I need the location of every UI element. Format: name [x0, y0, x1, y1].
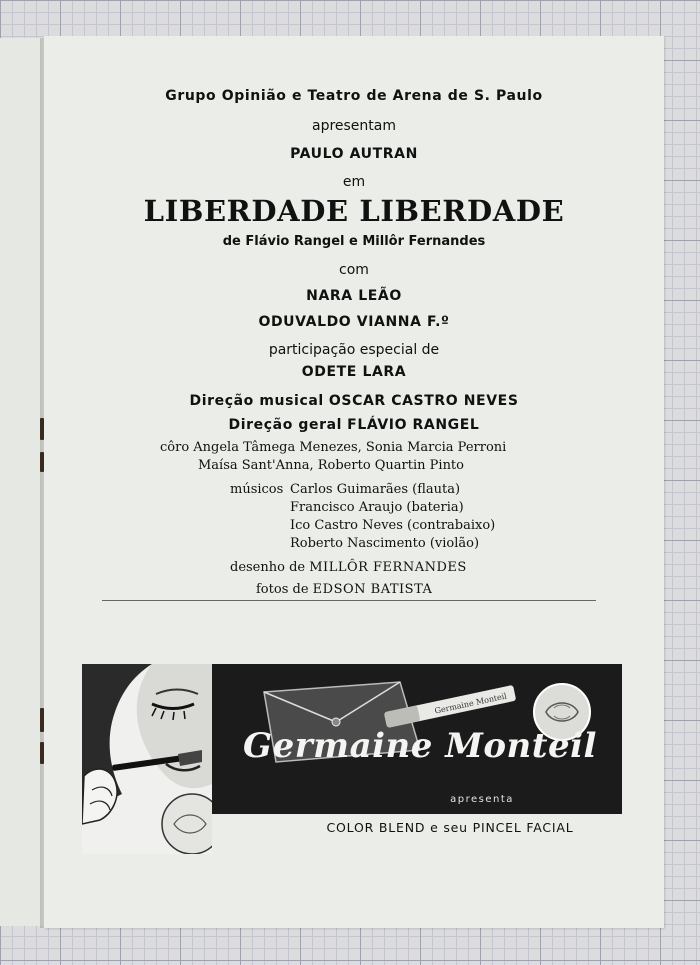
general-direction-label: Direção geral: [228, 417, 343, 433]
product-connector: e seu: [430, 820, 468, 835]
brand-wordmark: Germaine Monteil: [243, 726, 597, 766]
star-name: PAULO AUTRAN: [290, 146, 418, 162]
divider-rule: [102, 600, 596, 601]
woman-face-drawing: [82, 664, 212, 854]
photos-name: EDSON BATISTA: [312, 582, 433, 597]
general-direction: [44, 414, 664, 433]
drawing-credit: [230, 560, 467, 575]
pencil-brand-text: Germaine Monteil: [433, 691, 508, 716]
photos-credit: [256, 582, 432, 597]
product-pincel-facial: PINCEL FACIAL: [472, 820, 574, 835]
musician-flute: Carlos Guimarães (flauta): [290, 482, 461, 497]
musical-direction-label: Direção musical: [189, 393, 324, 409]
woman-illustration: [82, 664, 212, 854]
choir-line-1: côro Angela Tâmega Menezes, Sonia Marcia Perroni: [160, 440, 507, 455]
drawing-name: MILLÔR FERNANDES: [309, 560, 467, 575]
drawing-label: desenho de: [230, 560, 306, 575]
photos-label: fotos de: [256, 582, 309, 597]
program-page: [44, 36, 664, 928]
musician-guitar: Roberto Nascimento (violão): [290, 536, 480, 551]
com: com: [339, 262, 369, 278]
general-direction-name: FLÁVIO RANGEL: [347, 417, 480, 433]
product-line: [278, 820, 622, 835]
product-color-blend: COLOR BLEND: [326, 820, 426, 835]
cast-oduvaldo-vianna: ODUVALDO VIANNA F.º: [258, 314, 450, 330]
special-participation-label: participação especial de: [268, 342, 440, 358]
ad-apresenta: apresenta: [450, 794, 514, 805]
presenters: Grupo Opinião e Teatro de Arena de S. Paulo: [165, 88, 543, 104]
apresentam: apresentam: [311, 118, 396, 134]
cast-nara-leao: NARA LEÃO: [306, 288, 402, 304]
em: em: [342, 174, 366, 190]
previous-page-edge: [0, 38, 45, 926]
authors: de Flávio Rangel e Millôr Fernandes: [222, 234, 486, 249]
choir-line-2: Maísa Sant'Anna, Roberto Quartin Pinto: [198, 458, 464, 473]
musical-direction-name: OSCAR CASTRO NEVES: [328, 393, 519, 409]
musical-direction: [44, 390, 664, 409]
play-title: LIBERDADE LIBERDADE: [143, 194, 565, 228]
musicians-label: músicos: [230, 482, 284, 497]
musician-drums: Francisco Araujo (bateria): [290, 500, 464, 515]
musician-bass: Ico Castro Neves (contrabaixo): [290, 518, 496, 533]
cosmetics-advertisement: [82, 664, 622, 854]
special-participation-name: ODETE LARA: [301, 364, 407, 380]
